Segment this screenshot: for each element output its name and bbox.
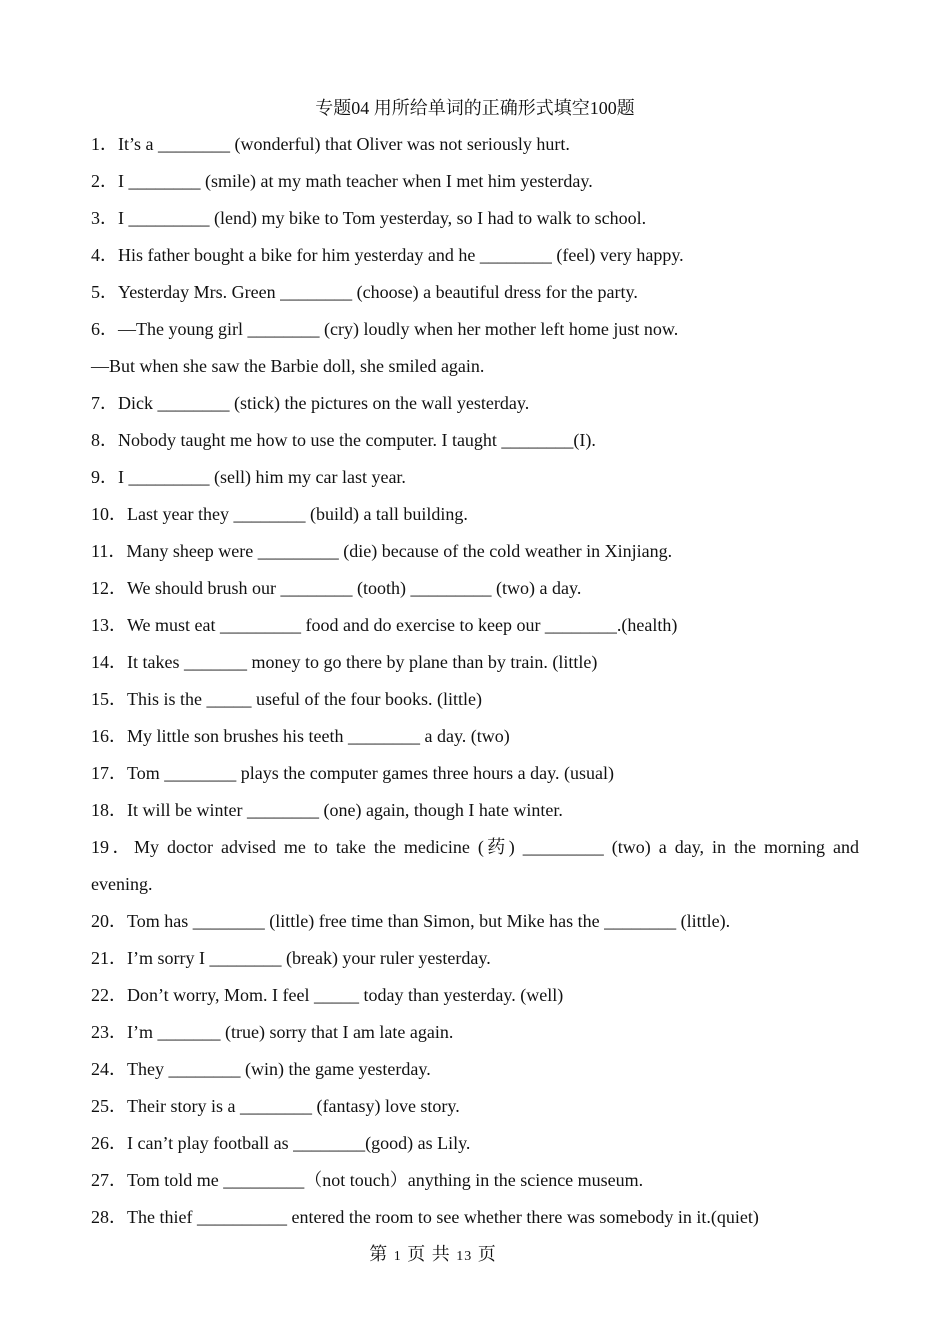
question-line: 19．My doctor advised me to take the medicine (药) _________ (two) a day, in the morning and	[91, 837, 859, 857]
question-line: 1．It’s a ________ (wonderful) that Oliver was not seriously hurt.	[91, 134, 570, 154]
question-line: 2．I ________ (smile) at my math teacher when I met him yesterday.	[91, 171, 593, 191]
question-line: 21．I’m sorry I ________ (break) your ruler yesterday.	[91, 948, 491, 968]
question-line: 16．My little son brushes his teeth ________ a day. (two)	[91, 726, 510, 746]
question-line: 12．We should brush our ________ (tooth) _________ (two) a day.	[91, 578, 582, 598]
question-line: 13．We must eat _________ food and do exercise to keep our ________.(health)	[91, 615, 678, 635]
question-line: 8．Nobody taught me how to use the computer. I taught ________(I).	[91, 430, 596, 450]
footer-total-label: 共	[431, 1244, 451, 1264]
question-line: 5．Yesterday Mrs. Green ________ (choose) a beautiful dress for the party.	[91, 282, 638, 302]
question-list	[91, 126, 859, 1236]
question-line: 23．I’m _______ (true) sorry that I am late again.	[91, 1022, 454, 1042]
question-line: 22．Don’t worry, Mom. I feel _____ today than yesterday. (well)	[91, 985, 564, 1005]
question-line: 18．It will be winter ________ (one) again, though I hate winter.	[91, 800, 563, 820]
question-line: 25．Their story is a ________ (fantasy) love story.	[91, 1096, 460, 1116]
footer-page-label: 第	[369, 1244, 389, 1264]
question-line: 7．Dick ________ (stick) the pictures on the wall yesterday.	[91, 393, 530, 413]
question-line: 6．—The young girl ________ (cry) loudly when her mother left home just now.	[91, 319, 679, 339]
page-title: 专题04 用所给单词的正确形式填空100题	[315, 98, 635, 118]
question-line: 17．Tom ________ plays the computer games three hours a day. (usual)	[91, 763, 614, 783]
question-line: 20．Tom has ________ (little) free time than Simon, but Mike has the ________ (little).	[91, 911, 731, 931]
question-line: 10．Last year they ________ (build) a tall building.	[91, 504, 468, 524]
question-line: 11．Many sheep were _________ (die) because of the cold weather in Xinjiang.	[91, 541, 673, 561]
footer-total-pages: 13	[456, 1249, 473, 1264]
question-line: 4．His father bought a bike for him yesterday and he ________ (feel) very happy.	[91, 245, 684, 265]
question-line: 24．They ________ (win) the game yesterday.	[91, 1059, 431, 1079]
question-line: 26．I can’t play football as ________(good) as Lily.	[91, 1133, 471, 1153]
question-line: 9．I _________ (sell) him my car last year.	[91, 467, 406, 487]
question-line: 28．The thief __________ entered the room to see whether there was somebody in it.(quiet)	[91, 1207, 759, 1227]
question-line: 15．This is the _____ useful of the four books. (little)	[91, 689, 482, 709]
question-line: 3．I _________ (lend) my bike to Tom yesterday, so I had to walk to school.	[91, 208, 647, 228]
question-line: 27．Tom told me _________（not touch）anything in the science museum.	[91, 1170, 644, 1190]
question-line: —But when she saw the Barbie doll, she smiled again.	[91, 356, 485, 376]
footer-total-unit: 页	[477, 1244, 497, 1264]
question-line: 14．It takes _______ money to go there by plane than by train. (little)	[91, 652, 598, 672]
footer-page-number: 1	[393, 1249, 402, 1264]
question-line: evening.	[91, 874, 153, 894]
page-footer	[0, 1240, 866, 1266]
footer-page-unit: 页	[407, 1244, 427, 1264]
